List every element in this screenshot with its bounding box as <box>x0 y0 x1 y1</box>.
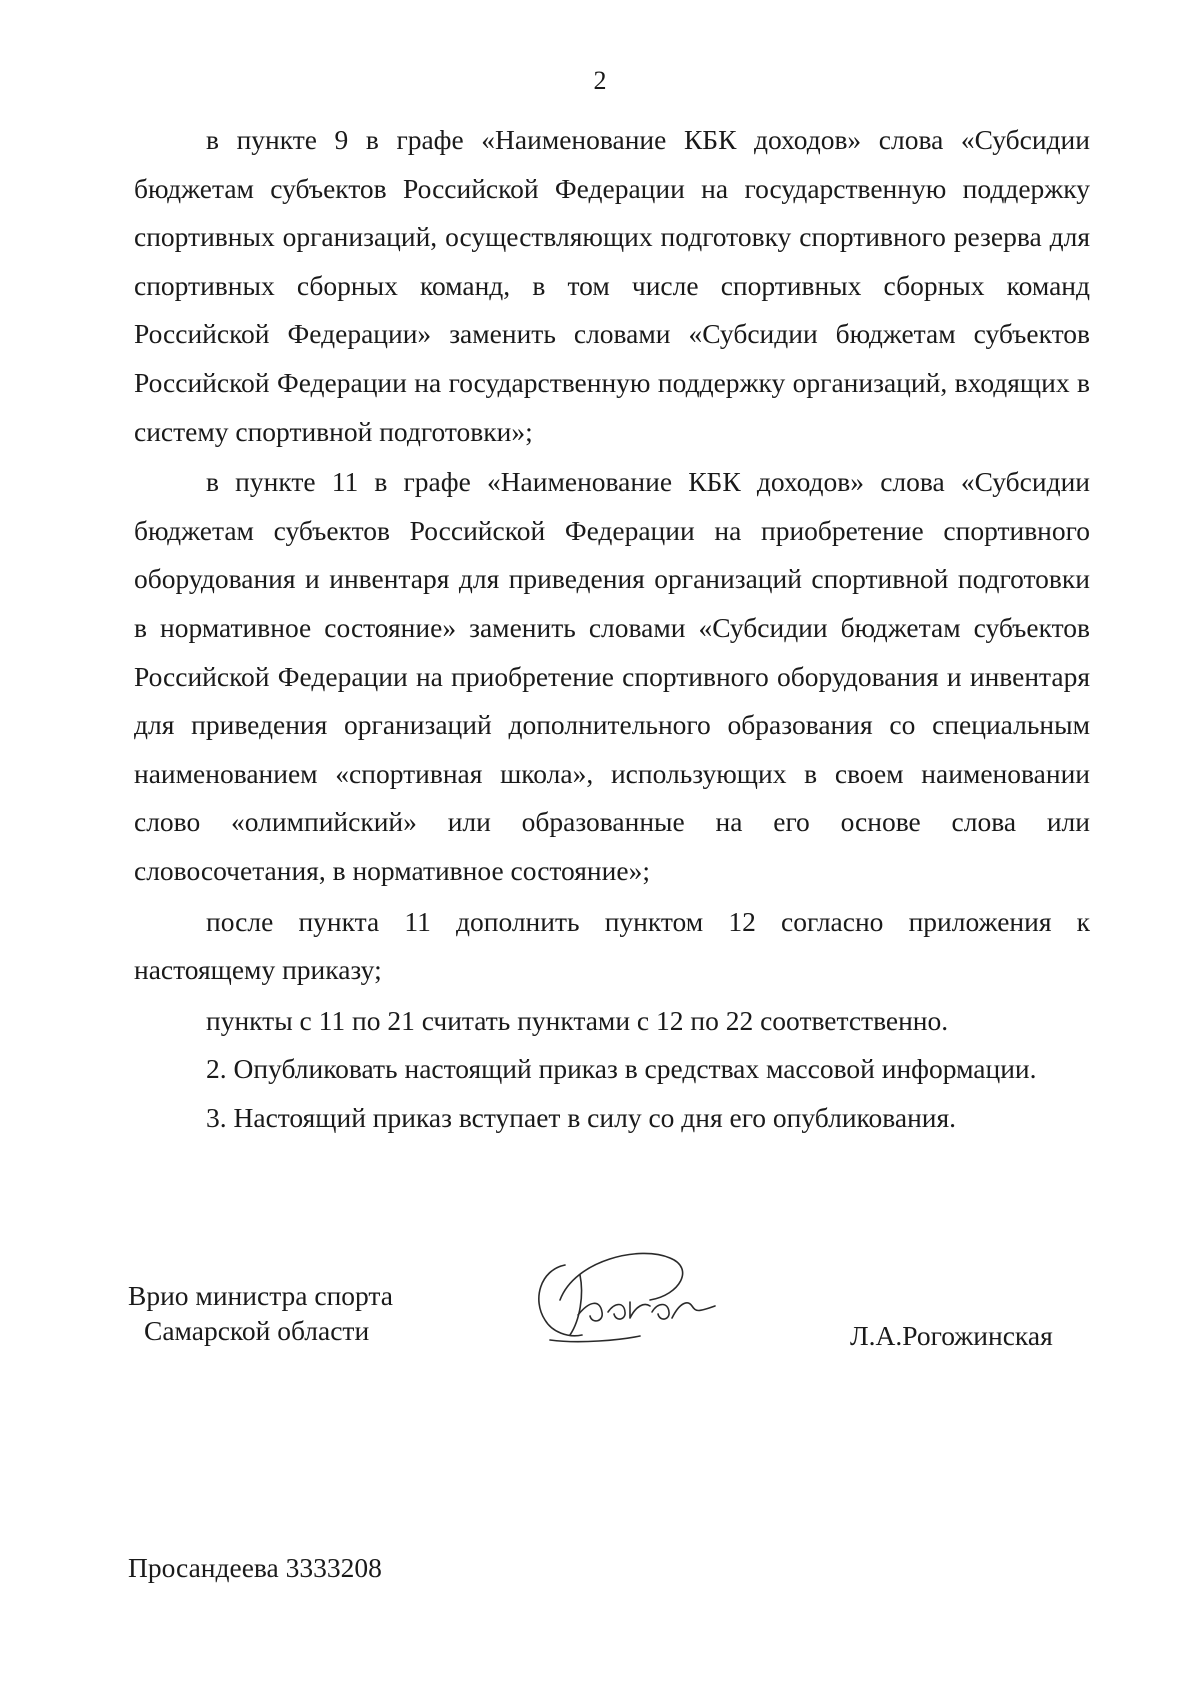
page-number: 2 <box>593 66 607 95</box>
paragraph-item-9-amendment: в пункте 9 в графе «Наименование КБК доходов» слова «Субсидии бюджетам субъектов Российской Федерации на государственную поддержку спортивных организаций, осуществляющих подготовку спортивного резерва для спортивных сборных команд, в том числе спортивных сборных команд Российской Федерации» заменить словами «Субсидии бюджетам субъектов Российской Федерации на государственную поддержку организаций, входящих в систему спортивной подготовки»; <box>134 124 1090 447</box>
handwritten-signature <box>520 1240 770 1345</box>
signer-name: Л.А.Рогожинская <box>850 1320 1053 1351</box>
paragraph-add-item-12: после пункта 11 дополнить пунктом 12 согласно приложения к настоящему приказу; <box>134 905 1090 986</box>
paragraph-renumber-items: пункты с 11 по 21 считать пунктами с 12 по 22 соответственно. <box>206 1004 949 1036</box>
signer-title-line2: Самарской области <box>144 1315 370 1346</box>
signer-title <box>128 1278 448 1348</box>
paragraph-publish-order: 2. Опубликовать настоящий приказ в средствах массовой информации. <box>206 1053 1037 1085</box>
executor-contact: Просандеева 3333208 <box>128 1552 382 1583</box>
paragraph-item-11-amendment: в пункте 11 в графе «Наименование КБК доходов» слова «Субсидии бюджетам субъектов Российской Федерации на приобретение спортивного оборудования и инвентаря для приведения организаций спортивной подготовки в нормативное состояние» заменить словами «Субсидии бюджетам субъектов Российской Федерации на приобретение спортивного оборудования и инвентаря для приведения организаций дополнительного образования со специальным наименованием «спортивная школа», использующих в своем наименовании слово «олимпийский» или образованные на его основе слова или словосочетания, в нормативное состояние»; <box>134 466 1090 886</box>
document-body <box>134 116 1090 1142</box>
signer-title-line1: Врио министра спорта <box>128 1280 393 1311</box>
paragraph-effective-date: 3. Настоящий приказ вступает в силу со дня его опубликования. <box>206 1101 957 1133</box>
